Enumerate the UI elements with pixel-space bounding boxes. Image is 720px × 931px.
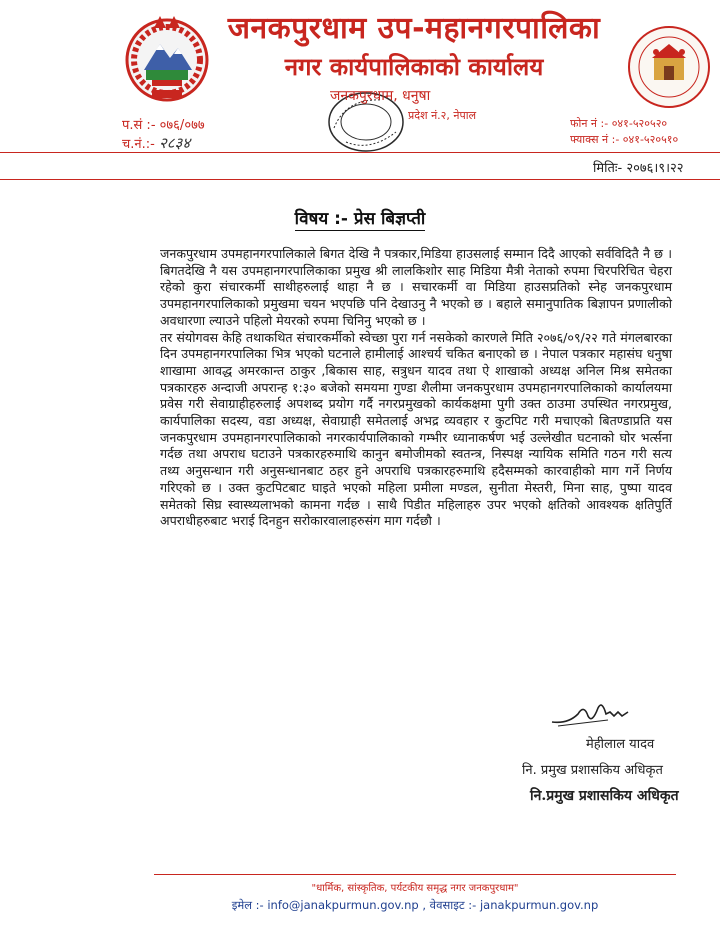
handwritten-signature-icon — [548, 694, 648, 730]
footer-divider — [154, 874, 676, 875]
municipality-seal-icon — [626, 24, 712, 110]
fax-number: फ्याक्स नं :- ०४१-५२०५१० — [570, 133, 679, 146]
signatory-title: नि. प्रमुख प्रशासकिय अधिकृत — [522, 763, 663, 778]
letter-date: मितिः- २०७६।९।२२ — [593, 161, 684, 176]
phone-number: फोन नं :- ०४१-५२०५२० — [570, 117, 668, 130]
letter-body — [160, 246, 672, 530]
body-paragraph: जनकपुरधाम उपमहानगरपालिकाले बिगत देखि नै पत्रकार,मिडिया हाउसलाई सम्मान दिदै आएको सर्वविदितै नै छ । बिगतदेखि नै यस उपमहानगरपालिकाका प्रमुख श्री लालकिशोर साह मिडिया मैत्री नेताको रुपमा चिरपरिचित चेहरा रहेको कुरा संचारकर्मी साथीहरुलाई थाहा नै छ । सचारकर्मी वा मिडिया हाउसप्रतिको स्नेह जनकपुरधाम उपमहानगरपालिकाको प्रमुखमा चयन भएपछि पनि देखाउनु नै भएको छ । बहाले समानुपातिक बिज्ञापन प्रणालीको अवधारणा ल्याउने पहिलो मेयरको रुपमा चिनिनु भएको छ । — [160, 246, 672, 328]
dispatch-number-label: च.नं.:- — [122, 137, 155, 152]
dispatch-number-value: २८३४ — [158, 134, 191, 152]
nepal-emblem-icon — [116, 10, 218, 104]
office-title: जनकपुरधाम उप-महानगरपालिका — [227, 11, 601, 46]
signatory-name: मेहीलाल यादव — [586, 737, 655, 752]
reference-number-value: ०७६/०७७ — [159, 118, 205, 133]
reference-number — [122, 115, 205, 133]
footer-motto: "धार्मिक, सांस्कृतिक, पर्यटकीय समृद्ध नगर जनकपुरधाम" — [311, 883, 519, 894]
footer-contact: इमेल :- info@janakpurmun.gov.np , वेवसाइट :- janakpurmun.gov.np — [231, 898, 599, 912]
letter-subject — [0, 206, 720, 229]
signatory-stamp: नि.प्रमुख प्रशासकिय अधिकृत — [530, 788, 679, 804]
dispatch-number — [122, 133, 190, 153]
office-subtitle: नगर कार्यपालिकाको कार्यालय — [284, 53, 544, 81]
office-address: जनकपुरधाम, धनुषा — [330, 88, 431, 104]
body-paragraph: तर संयोगवस केहि तथाकथित संचारकर्मीको स्वेच्छा पुरा गर्न नसकेको कारणले मिति २०७६/०९/२२ गते मंगलबारका दिन उपमहानगरपालिका भित्र भएको घटनाले हामीलाई आश्चर्य चकित बनाएको छ । नेपाल पत्रकार महासंघ धनुषा शाखामा आवद्ध अमरकान्त ठाकुर ,बिकास साह, सत्रुधन यादव तथा ऐ शाखाको अध्यक्ष अनिल मिश्र समेतका पत्रकारहरु अन्दाजी अपरान्ह १:३० बजेको समयमा गुण्डा शैलीमा जनकपुरधाम उपमहानगरपालिकाको कार्यालयमा प्रवेस गरी सेवाग्राहीहरुलाई अपशब्द प्रयोग गर्दै नगरप्रमुखको कार्यकक्षमा पुगी उक्त ठाउमा उपस्थित नगरप्रमुख, कार्यपालिका सदस्य, वडा अध्यक्ष, सेवाग्राही समेतलाई अभद्र व्यवहार र कुटपिट गरी मचाएको बितण्डाप्रति यस जनकपुरधाम उपमहानगरपालिकाको नगरकार्यपालिकाको गम्भीर ध्यानाकर्षण भई उल्लेखीत घटनाको घोर भर्त्सना गर्दछ तथा अपराध घटाउने पत्रकारहरुमाथि कानुन बमोजीमको स्वतन्त्र, निस्पक्ष न्यायिक समिति गठन गरी सत्य तथ्य अनुसन्धान गरी अनुसन्धानबाट ठहर हुने अपराधि पत्रकारहरुमाथि हदैसम्मको कारवाहीको माग गर्ने निर्णय गरिएको छ । उक्त कुटपिटबाट घाइते भएको महिला प्रमीला मण्डल, सुनीता मेस्तरी, मिना साह, पुष्पा यादव समेतको सिघ्र स्वास्थ्यलाभको कामना गर्दछ । साथै पिडीत महिलाहरु उपर भएको क्षतिको आवश्यक क्षतिपुर्ति अपराधीहरुबाट भराई दिनहुन सरोकारवालाहरुसंग माग गर्दछौ । — [160, 329, 672, 529]
reference-number-label: प.सं :- — [122, 118, 156, 133]
letter-subject-text: विषय :- प्रेस बिज्ञप्ती — [294, 209, 426, 229]
office-province: प्रदेश नं.२, नेपाल — [408, 109, 477, 122]
